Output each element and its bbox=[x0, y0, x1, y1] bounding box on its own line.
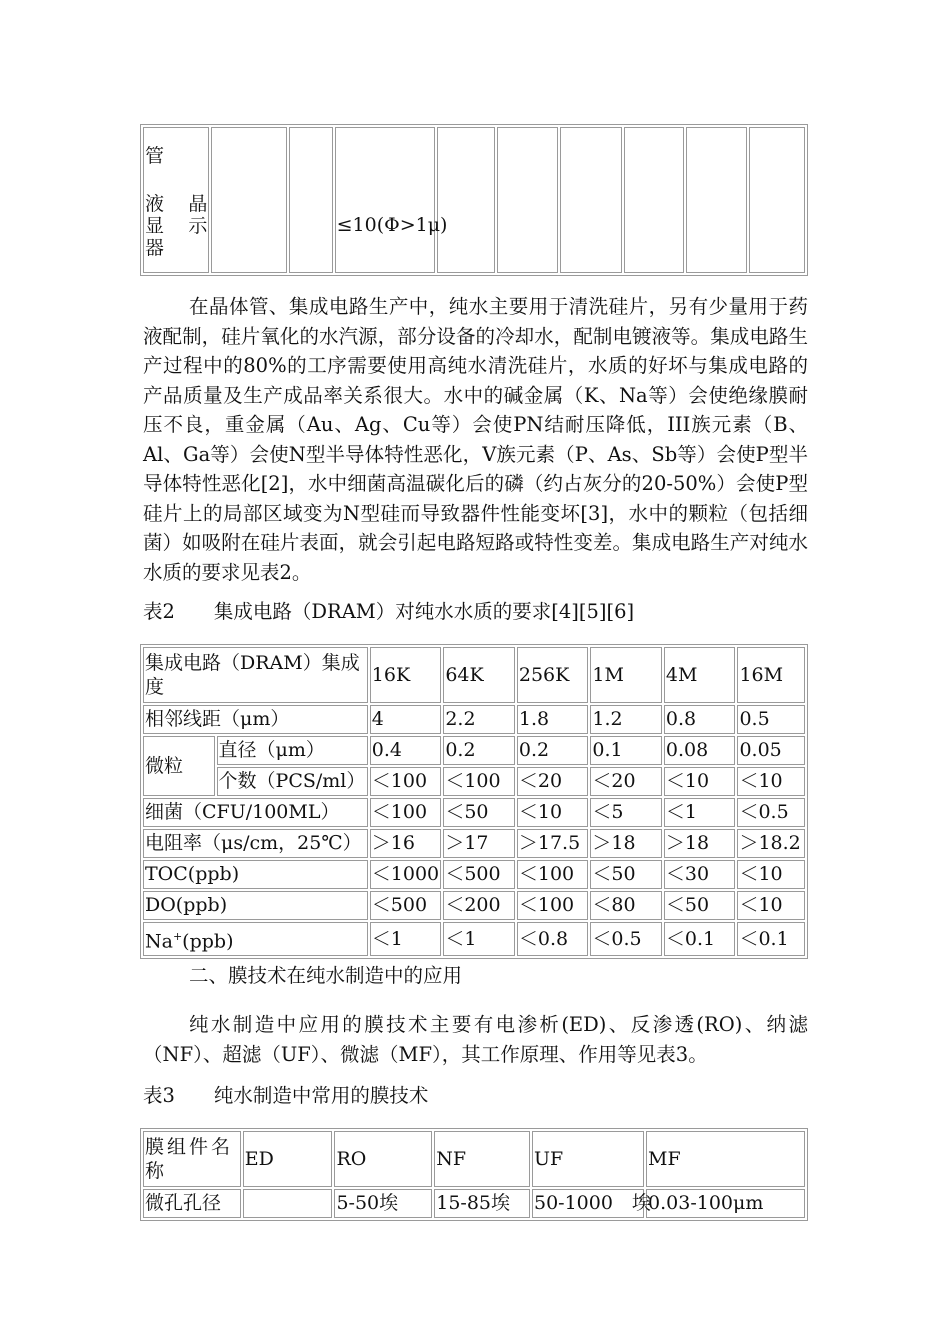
table-cell: 0.4 bbox=[370, 736, 442, 765]
table-cell: ＜0.1 bbox=[664, 922, 736, 956]
table-cell: ＞18 bbox=[590, 829, 662, 858]
table-cell bbox=[289, 127, 333, 273]
header-label-text: 膜组件名称 bbox=[145, 1136, 234, 1182]
table-cell: ＜500 bbox=[443, 860, 515, 889]
table-cell: ＜100 bbox=[517, 891, 589, 920]
particle-spec: ≤10(Φ>1μ) bbox=[336, 214, 448, 236]
device-type-cell bbox=[143, 127, 209, 273]
table-cell: 0.5 bbox=[737, 705, 805, 734]
section-heading: 二、膜技术在纯水制造中的应用 bbox=[189, 964, 463, 987]
table2-header-cell: 4M bbox=[664, 647, 736, 703]
table-cell: ＜1000 bbox=[370, 860, 442, 889]
table3-header-cell: UF bbox=[532, 1131, 644, 1187]
table-cell: ＜10 bbox=[517, 798, 589, 827]
table2-header-label bbox=[143, 647, 368, 703]
table-row bbox=[143, 922, 805, 956]
table-cell: ＜0.5 bbox=[737, 798, 805, 827]
table3-header-cell: RO bbox=[334, 1131, 432, 1187]
header-label-text: 集成电路（DRAM）集成度 bbox=[145, 652, 360, 698]
table-cell: ＜500 bbox=[370, 891, 442, 920]
table-cell bbox=[497, 127, 558, 273]
table3-header-cell: MF bbox=[646, 1131, 805, 1187]
label-tail: (ppb) bbox=[182, 930, 234, 953]
table-cell bbox=[686, 127, 747, 273]
table-cell: 50-1000 埃 bbox=[532, 1189, 644, 1218]
table-cell: 0.1 bbox=[590, 736, 662, 765]
table2-header-cell: 16M bbox=[737, 647, 805, 703]
table-row bbox=[143, 705, 805, 734]
table-cell: ＜0.8 bbox=[517, 922, 589, 956]
table-cell: ＜80 bbox=[590, 891, 662, 920]
table-cell: ＜10 bbox=[737, 891, 805, 920]
table-cell: ＜200 bbox=[443, 891, 515, 920]
table-cell: 0.2 bbox=[517, 736, 589, 765]
table-cell: ＜100 bbox=[443, 767, 515, 796]
table-cell: ＜10 bbox=[737, 767, 805, 796]
row-label: 相邻线距（μm） bbox=[143, 705, 368, 734]
table-cell: 4 bbox=[370, 705, 442, 734]
table-cell: 1.8 bbox=[517, 705, 589, 734]
table2-header-cell: 1M bbox=[590, 647, 662, 703]
table-cell: ＜20 bbox=[590, 767, 662, 796]
table-cell bbox=[437, 127, 495, 273]
table3-header-label bbox=[143, 1131, 241, 1187]
table-cell bbox=[624, 127, 684, 273]
table-cell: 5-50埃 bbox=[334, 1189, 432, 1218]
device-line: 液 晶 bbox=[145, 193, 208, 215]
table-cell: 15-85埃 bbox=[434, 1189, 530, 1218]
table-cell: 0.05 bbox=[737, 736, 805, 765]
table-cell: ＜1 bbox=[443, 922, 515, 956]
table-cell bbox=[749, 127, 805, 273]
table2-header-cell: 256K bbox=[517, 647, 589, 703]
table-row bbox=[143, 736, 805, 765]
table-cell: ＞17 bbox=[443, 829, 515, 858]
table-row bbox=[143, 798, 805, 827]
table-cell: ＜10 bbox=[737, 860, 805, 889]
table-cell: ＜50 bbox=[664, 891, 736, 920]
table-cell: 1.2 bbox=[590, 705, 662, 734]
table-cell: ＜20 bbox=[517, 767, 589, 796]
table-cell: ＞18.2 bbox=[737, 829, 805, 858]
particle-spec-cell bbox=[335, 127, 448, 273]
table3-header-cell: ED bbox=[243, 1131, 333, 1187]
table-row bbox=[143, 891, 805, 920]
table-row bbox=[143, 1189, 805, 1218]
row-label: 微孔孔径 bbox=[143, 1189, 241, 1218]
table-cell: 2.2 bbox=[443, 705, 515, 734]
table-cell: ＜50 bbox=[443, 798, 515, 827]
continued-table bbox=[140, 124, 808, 276]
table-cell: ＜1 bbox=[664, 798, 736, 827]
table2-header-cell: 16K bbox=[370, 647, 442, 703]
table-cell: ＜1 bbox=[370, 922, 442, 956]
table-cell: ＜100 bbox=[370, 767, 442, 796]
table3 bbox=[140, 1128, 808, 1221]
label-sup: + bbox=[172, 930, 183, 943]
paragraph-ic-water: 在晶体管、集成电路生产中，纯水主要用于清洗硅片，另有少量用于药液配制，硅片氧化的水汽源，部分设备的冷却水，配制电镀液等。集成电路生产过程中的80%的工序需要使用高纯水清洗硅片，水质的好坏与集成电路的产品质量及生产成品率关系很大。水中的碱金属（K、Na等）会使绝缘膜耐压不良，重金属（Au、Ag、Cu等）会使PN结耐压降低，III族元素（B、Al、Ga等）会使N型半导体特性恶化，V族元素（P、As、Sb等）会使P型半导体特性恶化[2]，水中细菌高温碳化后的磷（约占灰分的20-50%）会使P型硅片上的局部区域变为N型硅而导致器件性能变坏[3]，水中的颗粒（包括细菌）如吸附在硅片表面，就会引起电路短路或特性变差。集成电路生产对纯水水质的要求见表2。 bbox=[143, 295, 808, 584]
table-cell: ＜50 bbox=[590, 860, 662, 889]
particles-label: 微粒 bbox=[143, 736, 215, 796]
table-cell bbox=[211, 127, 287, 273]
table-cell: ＜0.1 bbox=[737, 922, 805, 956]
table-cell bbox=[560, 127, 621, 273]
table-cell: ＞18 bbox=[664, 829, 736, 858]
row-label-sodium bbox=[143, 922, 368, 956]
device-line: 器 bbox=[145, 237, 165, 259]
table3-header-cell: NF bbox=[434, 1131, 530, 1187]
table-row bbox=[143, 860, 805, 889]
table-cell: 0.03-100μm bbox=[646, 1189, 805, 1218]
table-cell: ＞17.5 bbox=[517, 829, 589, 858]
table-cell: ＜10 bbox=[664, 767, 736, 796]
row-label: 电阻率（μs/cm，25℃） bbox=[143, 829, 368, 858]
table-cell: ＜100 bbox=[517, 860, 589, 889]
table-cell: ＞16 bbox=[370, 829, 442, 858]
row-label: DO(ppb) bbox=[143, 891, 368, 920]
table3-caption: 表3 纯水制造中常用的膜技术 bbox=[143, 1084, 429, 1107]
device-line: 显 示 bbox=[145, 215, 208, 237]
row-label: TOC(ppb) bbox=[143, 860, 368, 889]
table-cell: ＜5 bbox=[590, 798, 662, 827]
device-line: 管 bbox=[145, 145, 165, 167]
row-label: 个数（PCS/ml） bbox=[217, 767, 368, 796]
table-row bbox=[143, 767, 805, 796]
table-cell: 0.2 bbox=[443, 736, 515, 765]
table-cell: ＜30 bbox=[664, 860, 736, 889]
table-cell bbox=[243, 1189, 333, 1218]
row-label: 直径（μm） bbox=[217, 736, 368, 765]
table2 bbox=[140, 644, 808, 959]
paragraph-membrane: 纯水制造中应用的膜技术主要有电渗析(ED)、反渗透(RO)、纳滤（NF）、超滤（UF）、微滤（MF），其工作原理、作用等见表3。 bbox=[143, 1013, 808, 1066]
label-main: Na bbox=[145, 930, 173, 953]
table-cell: ＜0.5 bbox=[590, 922, 662, 956]
table2-header-cell: 64K bbox=[443, 647, 515, 703]
table-cell: 0.8 bbox=[664, 705, 736, 734]
table2-caption: 表2 集成电路（DRAM）对纯水水质的要求[4][5][6] bbox=[143, 600, 635, 623]
table-row bbox=[143, 829, 805, 858]
table-cell: 0.08 bbox=[664, 736, 736, 765]
row-label: 细菌（CFU/100ML） bbox=[143, 798, 368, 827]
table-cell: ＜100 bbox=[370, 798, 442, 827]
